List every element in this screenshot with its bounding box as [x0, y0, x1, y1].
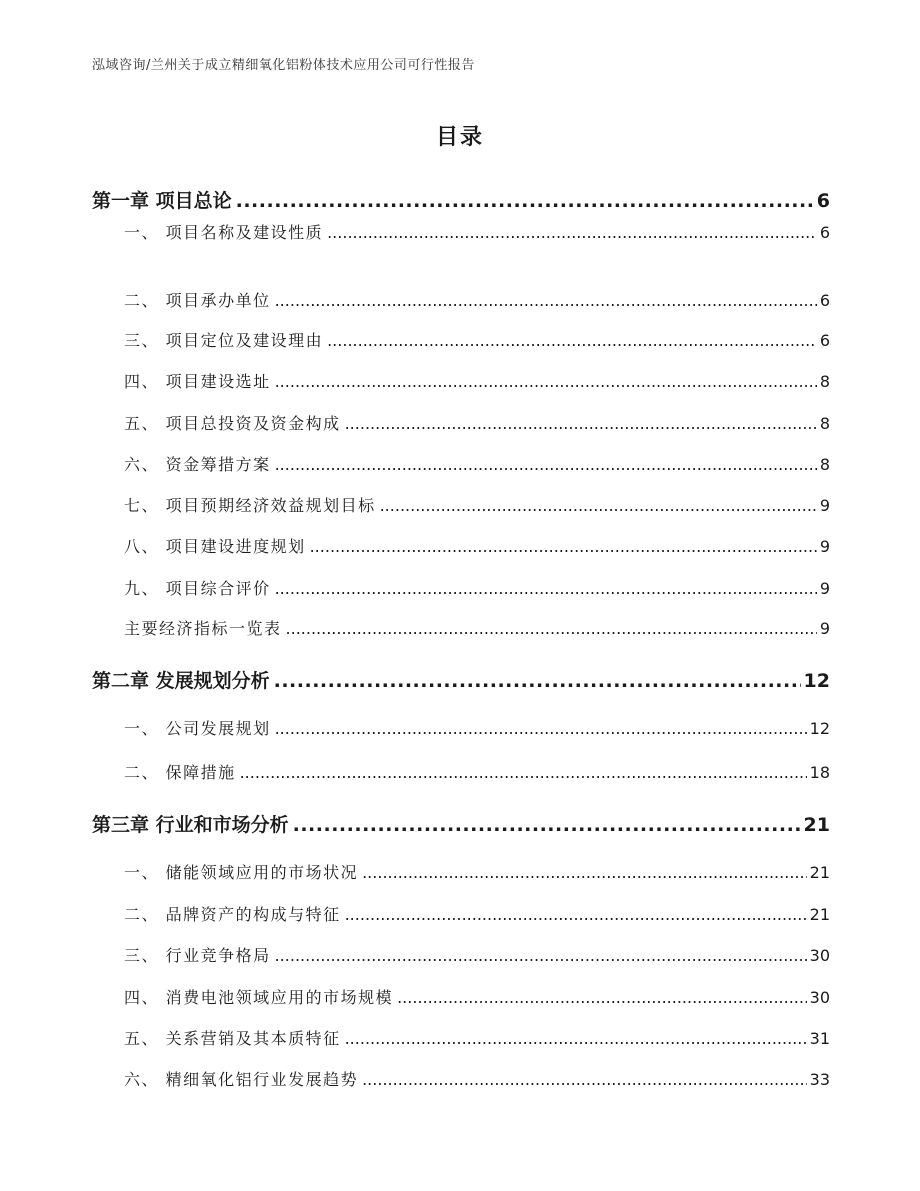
toc-entry-text: 六、 精细氧化铝行业发展趋势	[124, 1070, 359, 1089]
toc-page-number: 9	[819, 496, 830, 515]
toc-entry-text: 主要经济指标一览表	[124, 619, 282, 638]
toc-page-number: 9	[819, 537, 830, 556]
toc-entry-text: 八、 项目建设进度规划	[124, 537, 306, 556]
toc-chapter-entry[interactable]	[92, 810, 830, 837]
toc-entry-text: 第二章 发展规划分析	[92, 670, 270, 692]
toc-section-entry[interactable]	[124, 860, 830, 883]
toc-section-entry[interactable]	[124, 220, 830, 243]
toc-entry-text: 七、 项目预期经济效益规划目标	[124, 496, 376, 515]
toc-dot-leader	[275, 372, 817, 391]
toc-dot-leader	[345, 1029, 807, 1048]
toc-section-entry[interactable]	[124, 716, 830, 739]
toc-section-entry[interactable]	[124, 902, 830, 925]
toc-section-entry[interactable]	[124, 760, 830, 783]
toc-page-number: 31	[809, 1029, 830, 1048]
toc-dot-leader	[362, 1070, 807, 1089]
toc-page-number: 12	[809, 719, 830, 738]
toc-title: 目录	[435, 125, 484, 150]
toc-dot-leader	[310, 537, 817, 556]
toc-dot-leader	[397, 988, 807, 1007]
toc-page-number: 6	[819, 331, 830, 350]
toc-section-entry[interactable]	[124, 985, 830, 1008]
toc-section-entry[interactable]	[124, 1067, 830, 1090]
toc-page-number: 6	[819, 223, 830, 242]
toc-section-entry[interactable]	[124, 493, 830, 516]
toc-dot-leader	[275, 946, 807, 965]
toc-dot-leader	[286, 619, 817, 638]
toc-entry-text: 第一章 项目总论	[92, 190, 232, 212]
toc-entry-text: 一、 公司发展规划	[124, 719, 271, 738]
toc-section-entry[interactable]	[124, 1026, 830, 1049]
toc-entry-text: 二、 保障措施	[124, 763, 236, 782]
toc-dot-leader	[345, 905, 807, 924]
toc-dot-leader	[240, 763, 807, 782]
toc-page-number: 21	[809, 905, 830, 924]
toc-dot-leader	[236, 190, 814, 212]
toc-page-number: 9	[819, 619, 830, 638]
toc-dot-leader	[275, 291, 817, 310]
toc-chapter-entry[interactable]	[92, 186, 830, 213]
toc-dot-leader	[345, 414, 817, 433]
toc-entry-text: 六、 资金筹措方案	[124, 455, 271, 474]
toc-page-number: 6	[816, 190, 830, 212]
toc-dot-leader	[275, 579, 817, 598]
toc-dot-leader	[274, 670, 801, 692]
toc-entry-text: 五、 关系营销及其本质特征	[124, 1029, 341, 1048]
toc-page-number: 33	[809, 1070, 830, 1089]
toc-page-number: 21	[803, 814, 830, 836]
toc-page-number: 21	[809, 863, 830, 882]
toc-dot-leader	[275, 719, 807, 738]
toc-entry-text: 第三章 行业和市场分析	[92, 814, 289, 836]
toc-entry-text: 九、 项目综合评价	[124, 579, 271, 598]
toc-section-entry[interactable]	[124, 576, 830, 599]
toc-section-entry[interactable]	[124, 288, 830, 311]
toc-section-entry[interactable]	[124, 369, 830, 392]
toc-section-entry[interactable]	[124, 943, 830, 966]
toc-dot-leader	[380, 496, 817, 515]
toc-dot-leader	[362, 863, 807, 882]
toc-entry-text: 四、 项目建设选址	[124, 372, 271, 391]
toc-dot-leader	[293, 814, 801, 836]
toc-entry-text: 一、 储能领域应用的市场状况	[124, 863, 359, 882]
toc-dot-leader	[327, 331, 817, 350]
toc-page-number: 12	[803, 670, 830, 692]
toc-page-number: 18	[809, 763, 830, 782]
toc-section-entry[interactable]	[124, 616, 830, 639]
toc-section-entry[interactable]	[124, 328, 830, 351]
toc-dot-leader	[327, 223, 817, 242]
toc-entry-text: 三、 项目定位及建设理由	[124, 331, 324, 350]
toc-entry-text: 二、 项目承办单位	[124, 291, 271, 310]
toc-page-number: 6	[819, 291, 830, 310]
toc-page-number: 9	[819, 579, 830, 598]
toc-page-number: 8	[819, 455, 830, 474]
toc-page-number: 8	[819, 372, 830, 391]
page-header: 泓域咨询/兰州关于成立精细氧化铝粉体技术应用公司可行性报告	[92, 58, 475, 73]
toc-entry-text: 三、 行业竞争格局	[124, 946, 271, 965]
toc-entry-text: 五、 项目总投资及资金构成	[124, 414, 341, 433]
toc-page-number: 30	[809, 946, 830, 965]
toc-chapter-entry[interactable]	[92, 666, 830, 693]
toc-entry-text: 一、 项目名称及建设性质	[124, 223, 324, 242]
toc-dot-leader	[275, 455, 817, 474]
toc-section-entry[interactable]	[124, 534, 830, 557]
toc-section-entry[interactable]	[124, 411, 830, 434]
toc-entry-text: 四、 消费电池领域应用的市场规模	[124, 988, 394, 1007]
toc-page-number: 30	[809, 988, 830, 1007]
toc-section-entry[interactable]	[124, 452, 830, 475]
toc-page-number: 8	[819, 414, 830, 433]
toc-entry-text: 二、 品牌资产的构成与特征	[124, 905, 341, 924]
